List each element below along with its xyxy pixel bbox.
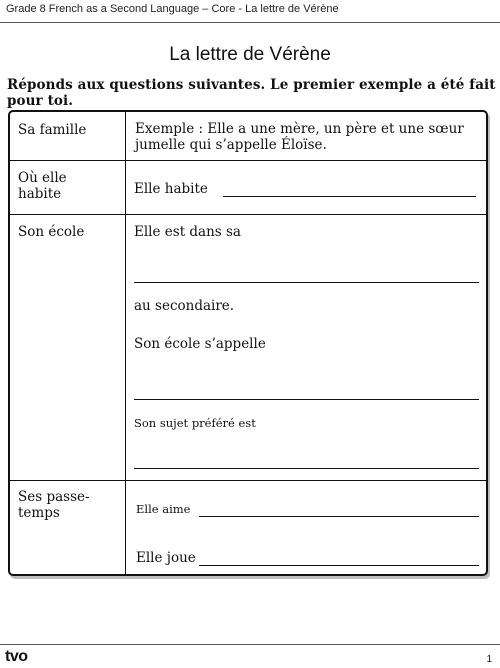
header-divider — [0, 22, 500, 23]
tvo-logo: tvo — [5, 648, 28, 665]
answer-line-aime[interactable] — [199, 516, 479, 517]
prompt-ecole-secondaire: au secondaire. — [134, 298, 235, 314]
page-title: La lettre de Vérène — [169, 44, 331, 65]
worksheet-table — [8, 110, 488, 576]
prompt-ecole-annee: Elle est dans sa — [134, 224, 241, 240]
column-divider — [125, 112, 126, 574]
prompt-habite: Elle habite — [134, 181, 208, 197]
row-label-passetemps: Ses passe-temps — [18, 489, 90, 521]
row-divider — [10, 214, 486, 215]
answer-line-annee[interactable] — [134, 282, 479, 283]
row-label-famille: Sa famille — [18, 122, 87, 138]
footer-divider — [0, 644, 500, 645]
prompt-elle-aime: Elle aime — [136, 502, 191, 516]
row-label-ecole: Son école — [18, 224, 85, 240]
prompt-elle-joue: Elle joue — [136, 550, 196, 566]
page-number: 1 — [486, 654, 492, 665]
prompt-ecole-nom: Son école s’appelle — [134, 336, 266, 352]
row-divider — [10, 480, 486, 481]
example-answer: Exemple : Elle a une mère, un père et une sœur jumelle qui s’appelle Éloïse. — [135, 121, 464, 153]
answer-line-habite[interactable] — [223, 196, 476, 197]
row-divider — [10, 160, 486, 161]
instructions: Réponds aux questions suivantes. Le premier exemple a été fait pour toi. — [7, 77, 496, 109]
answer-line-nom-ecole[interactable] — [134, 399, 479, 400]
row-label-habite: Où elle habite — [18, 170, 67, 202]
prompt-sujet-prefere: Son sujet préféré est — [134, 416, 256, 430]
answer-line-sujet[interactable] — [134, 468, 479, 469]
answer-line-joue[interactable] — [199, 565, 479, 566]
document-header: Grade 8 French as a Second Language – Core - La lettre de Vérène — [6, 3, 339, 15]
